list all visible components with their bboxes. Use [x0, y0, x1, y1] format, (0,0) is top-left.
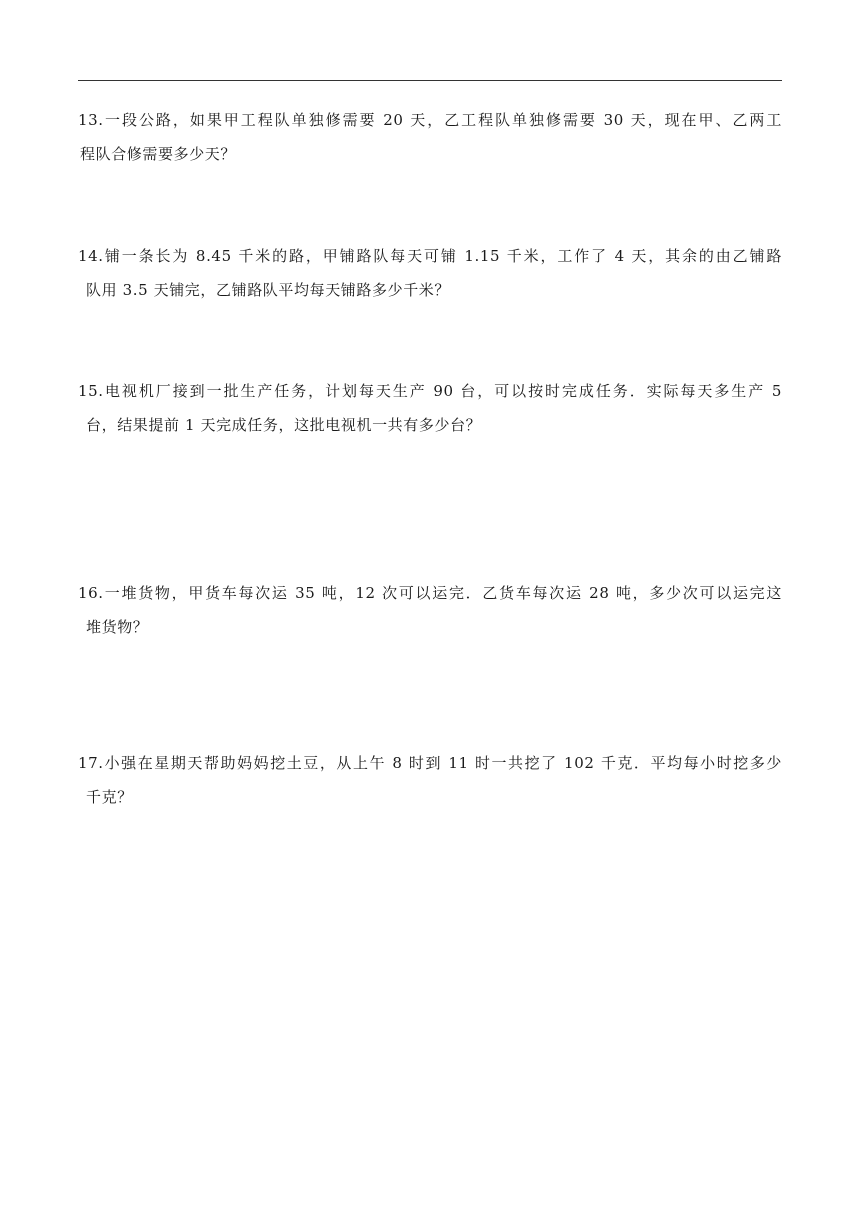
question-13-text-1: 一段公路，如果甲工程队单独修需要 20 天，乙工程队单独修需要 30 天，现在甲、乙两工: [103, 111, 782, 129]
question-17-number: 17.: [78, 754, 104, 772]
question-15: [78, 374, 782, 442]
question-16-line-2: 堆货物？: [86, 618, 149, 636]
question-14-number: 14.: [78, 247, 104, 265]
question-13-line-1: [78, 103, 782, 137]
question-15-number: 15.: [78, 382, 104, 400]
question-15-text-1: 电视机厂接到一批生产任务，计划每天生产 90 台，可以按时完成任务．实际每天多生产 5: [103, 382, 782, 400]
question-15-line-1: [78, 374, 782, 408]
question-14-line-2: 队用 3.5 天铺完，乙铺路队平均每天铺路多少千米？: [86, 281, 450, 299]
question-17-line-1: [78, 746, 782, 780]
question-14: [78, 239, 782, 307]
question-17-text-1: 小强在星期天帮助妈妈挖土豆，从上午 8 时到 11 时一共挖了 102 千克．平均每小时挖多少: [103, 754, 782, 772]
question-17: [78, 746, 782, 814]
question-16-number: 16.: [78, 584, 104, 602]
question-16-line-1: [78, 576, 782, 610]
question-16: [78, 576, 782, 644]
question-14-text-1: 铺一条长为 8.45 千米的路，甲铺路队每天可铺 1.15 千米，工作了 4 天，其余的由乙铺路: [103, 247, 782, 265]
header-rule: [78, 80, 782, 81]
question-16-text-1: 一堆货物，甲货车每次运 35 吨，12 次可以运完．乙货车每次运 28 吨，多少次可以运完这: [103, 584, 782, 602]
question-15-line-2: 台，结果提前 1 天完成任务，这批电视机一共有多少台？: [86, 416, 482, 434]
question-17-line-2: 千克？: [86, 788, 133, 806]
question-13-number: 13.: [78, 111, 104, 129]
question-13: [78, 103, 782, 171]
question-13-line-2: 程队合修需要多少天？: [80, 145, 237, 163]
question-14-line-1: [78, 239, 782, 273]
